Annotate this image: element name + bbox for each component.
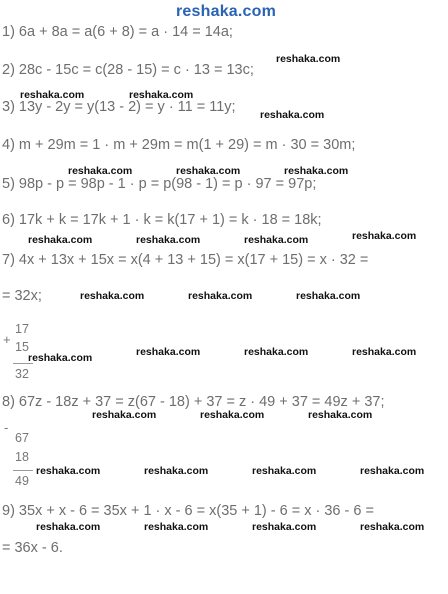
watermark: reshaka.com (276, 53, 341, 65)
watermark: reshaka.com (28, 352, 93, 364)
calc-operand-bottom: 15 (15, 340, 29, 354)
calc-operand-top: 67 (15, 431, 29, 445)
calc-sign: - (4, 420, 9, 435)
calc-divider (13, 470, 33, 471)
watermark: reshaka.com (36, 521, 101, 533)
watermark: reshaka.com (144, 521, 209, 533)
solution-line-9: 9) 35x + x - 6 = 35x + 1 · x - 6 = x(35 + 1) - 6 = x · 36 - 6 = (2, 503, 374, 519)
watermark: reshaka.com (136, 346, 201, 358)
watermark: reshaka.com (136, 234, 201, 246)
watermark: reshaka.com (36, 465, 101, 477)
calc-operand-top: 17 (15, 322, 29, 336)
watermark: reshaka.com (188, 290, 253, 302)
watermark: reshaka.com (80, 290, 145, 302)
watermark: reshaka.com (129, 89, 194, 101)
watermark: reshaka.com (360, 465, 425, 477)
solution-line-1: 1) 6a + 8a = a(6 + 8) = a · 14 = 14a; (2, 24, 233, 40)
watermark: reshaka.com (244, 234, 309, 246)
solution-line-9-cont: = 36x - 6. (2, 540, 63, 556)
calc-sign: + (3, 332, 11, 347)
watermark: reshaka.com (360, 521, 425, 533)
watermark: reshaka.com (260, 109, 325, 121)
solution-line-8: 8) 67z - 18z + 37 = z(67 - 18) + 37 = z · 49 + 37 = 49z + 37; (2, 394, 385, 410)
watermark: reshaka.com (252, 521, 317, 533)
watermark: reshaka.com (28, 234, 93, 246)
watermark: reshaka.com (200, 409, 265, 421)
watermark: reshaka.com (176, 165, 241, 177)
watermark: reshaka.com (244, 346, 309, 358)
solution-line-4: 4) m + 29m = 1 · m + 29m = m(1 + 29) = m · 30 = 30m; (2, 137, 356, 153)
calc-result: 32 (15, 367, 29, 381)
calc-result: 49 (15, 474, 29, 488)
calc-operand-bottom: 18 (15, 450, 29, 464)
solution-line-7: 7) 4x + 13x + 15x = x(4 + 13 + 15) = x(17 + 15) = x · 32 = (2, 252, 369, 268)
solution-line-6: 6) 17k + k = 17k + 1 · k = k(17 + 1) = k · 18 = 18k; (2, 212, 322, 228)
solution-line-2: 2) 28c - 15c = c(28 - 15) = c · 13 = 13c; (2, 62, 254, 78)
watermark: reshaka.com (296, 290, 361, 302)
site-title[interactable]: reshaka.com (176, 3, 277, 20)
watermark: reshaka.com (252, 465, 317, 477)
watermark: reshaka.com (144, 465, 209, 477)
solution-line-5: 5) 98p - p = 98p - 1 · p = p(98 - 1) = p · 97 = 97p; (2, 176, 317, 192)
solution-line-3: 3) 13y - 2y = y(13 - 2) = y · 11 = 11y; (2, 99, 236, 115)
watermark: reshaka.com (68, 165, 133, 177)
watermark: reshaka.com (352, 346, 417, 358)
solution-line-7-cont: = 32x; (2, 288, 42, 304)
watermark: reshaka.com (20, 89, 85, 101)
watermark: reshaka.com (92, 409, 157, 421)
watermark: reshaka.com (284, 165, 349, 177)
watermark: reshaka.com (352, 230, 417, 242)
watermark: reshaka.com (308, 409, 373, 421)
